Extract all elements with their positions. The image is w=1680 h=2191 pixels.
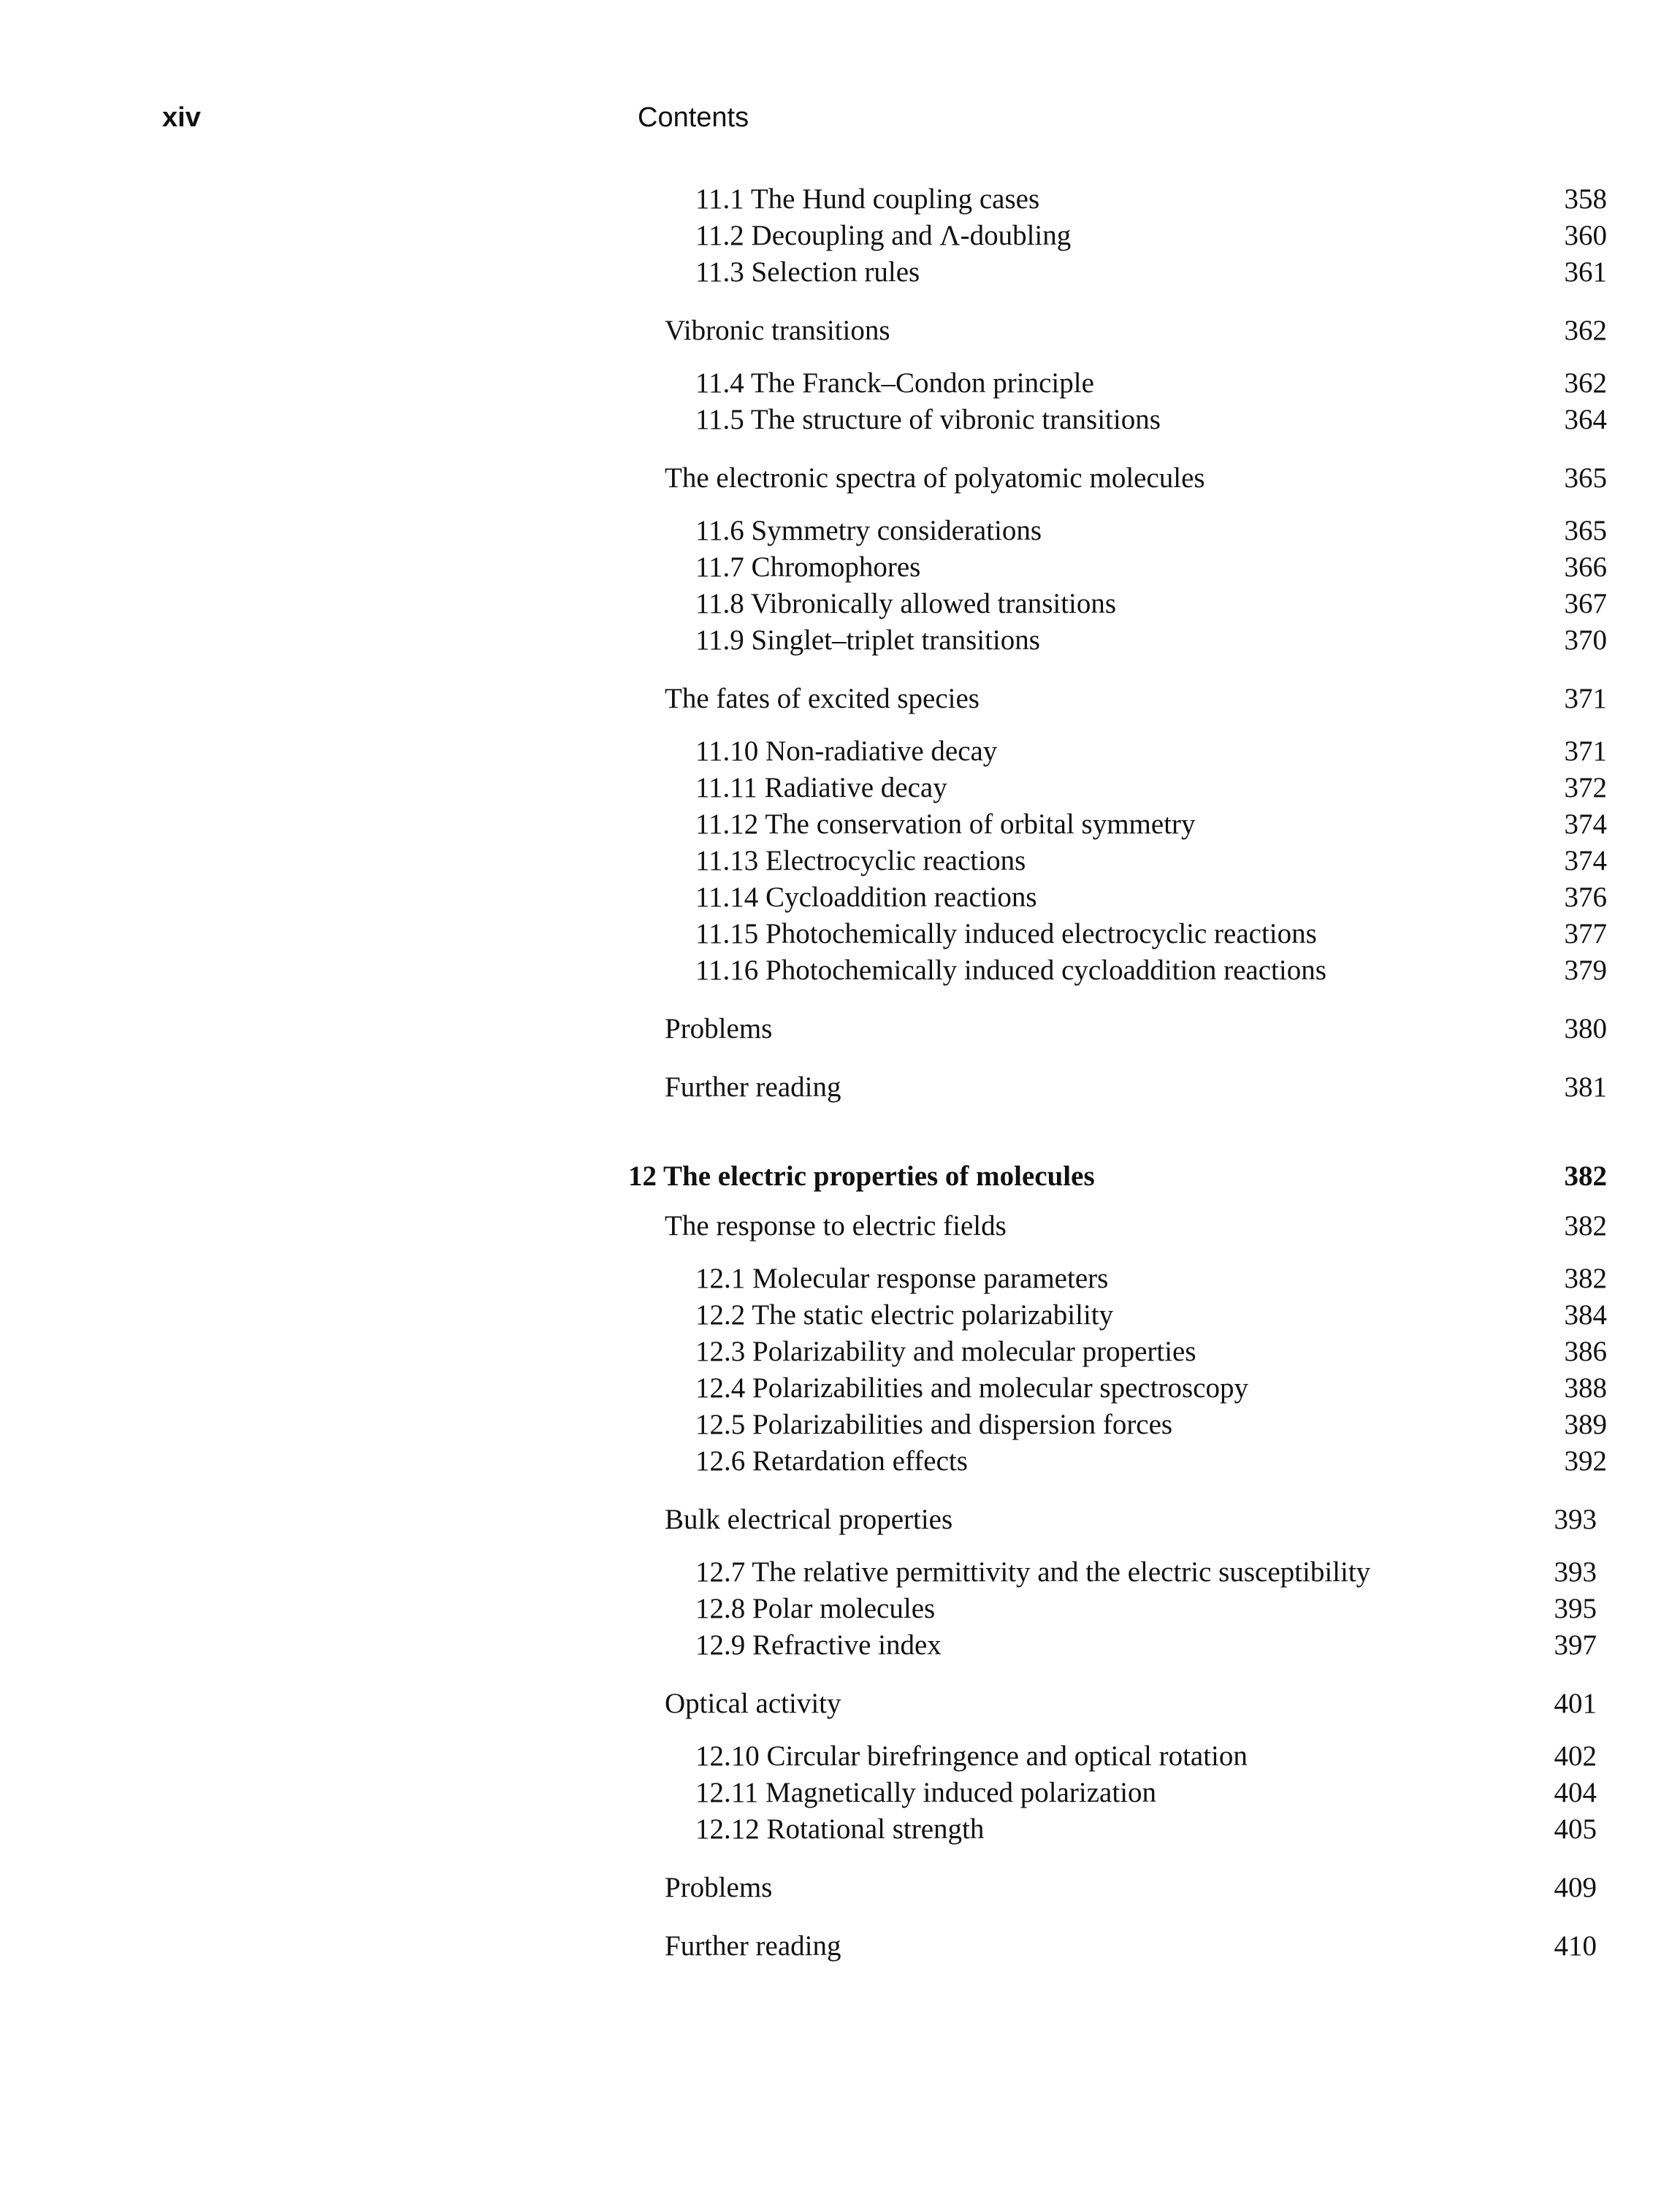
- toc-section-problems-11[interactable]: [628, 1011, 1607, 1047]
- toc-entry-page: 366: [1564, 551, 1607, 583]
- toc-entry-title: 12.2 The static electric polarizability: [695, 1299, 1114, 1331]
- toc-entry-12-4[interactable]: [628, 1370, 1607, 1407]
- toc-entry-title: 12.4 Polarizabilities and molecular spectroscopy: [695, 1372, 1249, 1404]
- toc-entry-page: 395: [1554, 1593, 1597, 1624]
- toc-entry-page: 370: [1564, 624, 1607, 656]
- toc-entry-title: 12.7 The relative permittivity and the electric susceptibility: [695, 1556, 1371, 1588]
- toc-entry-title: 11.4 The Franck–Condon principle: [695, 367, 1094, 399]
- toc-entry-page: 389: [1564, 1409, 1607, 1440]
- toc-entry-page: 409: [1554, 1872, 1597, 1903]
- toc-entry-title: 11.11 Radiative decay: [695, 772, 947, 803]
- toc-entry-title: 11.2 Decoupling and Λ-doubling: [695, 220, 1072, 251]
- toc-entry-page: 380: [1564, 1013, 1607, 1044]
- toc-entry-title: 12.10 Circular birefringence and optical rotation: [695, 1740, 1248, 1772]
- toc-entry-title: 11.3 Selection rules: [695, 256, 920, 288]
- toc-entry-page: 393: [1554, 1556, 1597, 1588]
- toc-entry-page: 374: [1564, 845, 1607, 876]
- toc-entry-page: 404: [1554, 1777, 1597, 1808]
- toc-entry-12-12[interactable]: [628, 1811, 1607, 1848]
- toc-entry-11-6[interactable]: [628, 513, 1607, 549]
- toc-entry-title: 11.10 Non-radiative decay: [695, 735, 998, 767]
- toc-entry-page: 367: [1564, 588, 1607, 619]
- toc-entry-11-1[interactable]: [628, 181, 1607, 218]
- toc-entry-title: 12.12 Rotational strength: [695, 1813, 985, 1845]
- toc-entry-11-16[interactable]: [628, 952, 1607, 989]
- toc-entry-11-4[interactable]: [628, 365, 1607, 402]
- toc-entry-11-9[interactable]: [628, 622, 1607, 659]
- toc-entry-page: 397: [1554, 1629, 1597, 1661]
- toc-section-optical-activity[interactable]: [628, 1686, 1607, 1722]
- toc-entry-12-8[interactable]: [628, 1591, 1607, 1627]
- toc-entry-title: 11.16 Photochemically induced cycloaddition reactions: [695, 955, 1326, 986]
- toc-entry-page: 376: [1564, 882, 1607, 913]
- toc-entry-title: 11.6 Symmetry considerations: [695, 515, 1042, 546]
- toc-entry-page: 365: [1564, 462, 1607, 494]
- toc-section-electronic-spectra-polyatomic[interactable]: [628, 460, 1607, 497]
- toc-entry-title: 12.11 Magnetically induced polarization: [695, 1777, 1157, 1808]
- toc-entry-title: Problems: [665, 1872, 773, 1903]
- toc-entry-title: Problems: [665, 1013, 773, 1044]
- toc-entry-11-12[interactable]: [628, 806, 1607, 843]
- toc-entry-title: 11.15 Photochemically induced electrocyclic reactions: [695, 918, 1317, 949]
- toc-entry-12-9[interactable]: [628, 1627, 1607, 1664]
- toc-entry-11-8[interactable]: [628, 586, 1607, 622]
- toc-entry-11-2[interactable]: [628, 218, 1607, 254]
- running-head: Contents: [638, 102, 749, 133]
- toc-entry-page: 371: [1564, 735, 1607, 767]
- toc-entry-page: 379: [1564, 955, 1607, 986]
- toc-section-response-electric-fields[interactable]: [628, 1208, 1607, 1244]
- toc-entry-title: 11.8 Vibronically allowed transitions: [695, 588, 1117, 619]
- toc-entry-11-15[interactable]: [628, 916, 1607, 952]
- toc-entry-page: 364: [1564, 404, 1607, 435]
- toc-entry-title: 11.13 Electrocyclic reactions: [695, 845, 1026, 876]
- toc-entry-page: 388: [1564, 1372, 1607, 1404]
- table-of-contents: [628, 181, 1607, 1965]
- toc-entry-title: Further reading: [665, 1071, 841, 1103]
- toc-section-further-reading-11[interactable]: [628, 1069, 1607, 1106]
- toc-entry-title: 12 The electric properties of molecules: [628, 1160, 1095, 1192]
- toc-entry-page: 382: [1564, 1160, 1607, 1192]
- toc-entry-page: 401: [1554, 1688, 1597, 1719]
- toc-entry-page: 372: [1564, 772, 1607, 803]
- toc-section-further-reading-12[interactable]: [628, 1928, 1607, 1965]
- toc-entry-page: 402: [1554, 1740, 1597, 1772]
- toc-entry-12-6[interactable]: [628, 1443, 1607, 1480]
- toc-entry-page: 410: [1554, 1930, 1597, 1962]
- toc-entry-title: The electronic spectra of polyatomic molecules: [665, 462, 1205, 494]
- toc-entry-12-7[interactable]: [628, 1554, 1607, 1591]
- toc-entry-12-3[interactable]: [628, 1334, 1607, 1370]
- toc-entry-page: 365: [1564, 515, 1607, 546]
- toc-entry-title: 12.9 Refractive index: [695, 1629, 942, 1661]
- toc-entry-page: 377: [1564, 918, 1607, 949]
- toc-entry-title: 12.6 Retardation effects: [695, 1445, 968, 1477]
- page-number: xiv: [162, 102, 201, 133]
- toc-entry-title: 12.1 Molecular response parameters: [695, 1263, 1109, 1294]
- toc-section-bulk-electrical-properties[interactable]: [628, 1502, 1607, 1538]
- toc-entry-page: 362: [1564, 315, 1607, 346]
- toc-entry-page: 362: [1564, 367, 1607, 399]
- toc-entry-page: 371: [1564, 683, 1607, 714]
- toc-section-problems-12[interactable]: [628, 1870, 1607, 1906]
- toc-entry-12-2[interactable]: [628, 1297, 1607, 1334]
- toc-entry-title: 11.1 The Hund coupling cases: [695, 183, 1040, 215]
- toc-entry-title: 11.12 The conservation of orbital symmetry: [695, 808, 1196, 840]
- toc-entry-page: 393: [1554, 1504, 1597, 1535]
- toc-entry-title: 11.14 Cycloaddition reactions: [695, 882, 1037, 913]
- toc-entry-title: 11.9 Singlet–triplet transitions: [695, 624, 1040, 656]
- toc-entry-title: Bulk electrical properties: [665, 1504, 953, 1535]
- toc-entry-12-10[interactable]: [628, 1738, 1607, 1775]
- toc-section-vibronic-transitions[interactable]: [628, 313, 1607, 349]
- toc-chapter-12[interactable]: [628, 1158, 1607, 1195]
- toc-entry-title: 12.3 Polarizability and molecular properties: [695, 1336, 1196, 1367]
- toc-entry-title: 12.5 Polarizabilities and dispersion forces: [695, 1409, 1173, 1440]
- toc-section-fates-excited-species[interactable]: [628, 681, 1607, 717]
- toc-entry-page: 360: [1564, 220, 1607, 251]
- toc-entry-11-11[interactable]: [628, 770, 1607, 806]
- toc-entry-12-5[interactable]: [628, 1407, 1607, 1443]
- toc-entry-title: Vibronic transitions: [665, 315, 890, 346]
- toc-entry-title: The response to electric fields: [665, 1210, 1007, 1242]
- toc-entry-page: 392: [1564, 1445, 1607, 1477]
- toc-entry-page: 382: [1564, 1263, 1607, 1294]
- toc-entry-11-14[interactable]: [628, 879, 1607, 916]
- toc-entry-11-13[interactable]: [628, 843, 1607, 879]
- toc-entry-11-7[interactable]: [628, 549, 1607, 586]
- toc-entry-page: 382: [1564, 1210, 1607, 1242]
- toc-entry-page: 381: [1564, 1071, 1607, 1103]
- toc-entry-12-1[interactable]: [628, 1261, 1607, 1297]
- toc-entry-page: 358: [1564, 183, 1607, 215]
- toc-entry-title: Optical activity: [665, 1688, 841, 1719]
- toc-entry-title: 12.8 Polar molecules: [695, 1593, 936, 1624]
- toc-entry-page: 405: [1554, 1813, 1597, 1845]
- toc-entry-page: 374: [1564, 808, 1607, 840]
- toc-entry-12-11[interactable]: [628, 1775, 1607, 1811]
- toc-entry-title: Further reading: [665, 1930, 841, 1962]
- toc-entry-11-10[interactable]: [628, 733, 1607, 770]
- toc-entry-title: The fates of excited species: [665, 683, 980, 714]
- toc-entry-title: 11.7 Chromophores: [695, 551, 921, 583]
- toc-entry-page: 384: [1564, 1299, 1607, 1331]
- toc-entry-page: 386: [1564, 1336, 1607, 1367]
- toc-entry-11-5[interactable]: [628, 402, 1607, 438]
- toc-entry-page: 361: [1564, 256, 1607, 288]
- toc-entry-title: 11.5 The structure of vibronic transitions: [695, 404, 1161, 435]
- toc-entry-11-3[interactable]: [628, 254, 1607, 291]
